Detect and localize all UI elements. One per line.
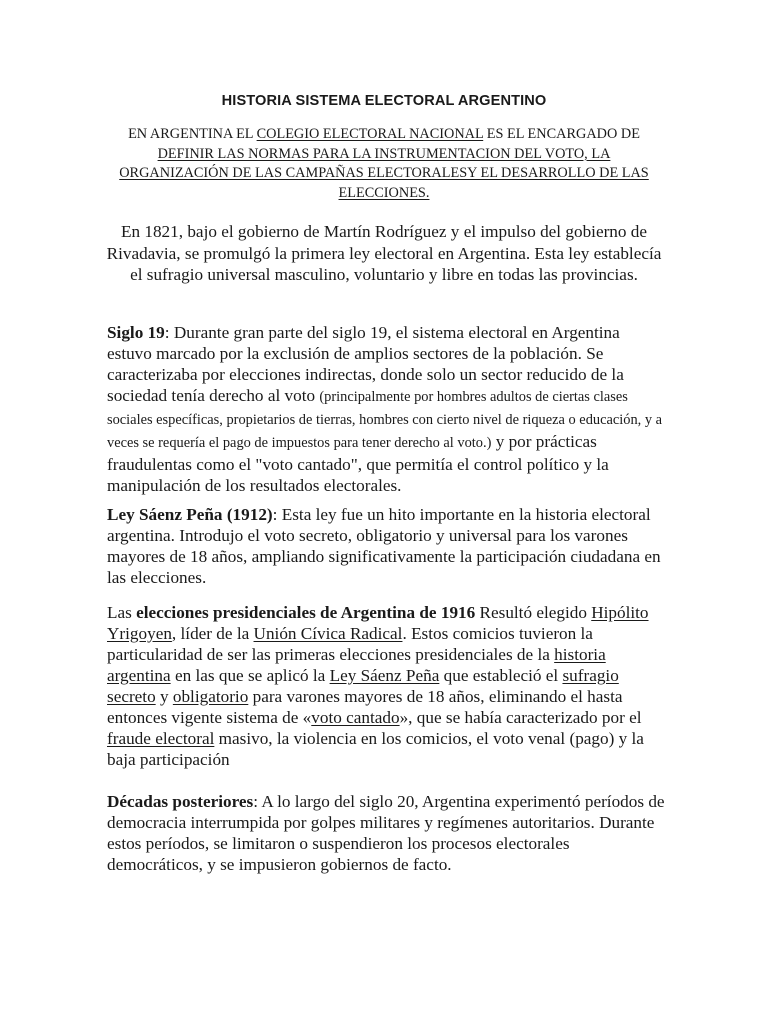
paragraph-1821: En 1821, bajo el gobierno de Martín Rodríguez y el impulso del gobierno de Rivadavia, se promulgó la primera ley electoral en Argentina. Esta ley establecía el sufragio universal masculino, voluntario y libre en todas las provincias. <box>106 222 662 284</box>
text: y <box>155 687 173 706</box>
text: para varones mayores de 18 años, eliminando el hasta entonces vigente sistema de « <box>107 687 623 727</box>
paragraph-siglo-19 <box>107 322 667 496</box>
voto-cantado-link[interactable]: voto cantado <box>311 708 400 727</box>
text: Las <box>107 603 137 622</box>
text: », que se había caracterizado por el <box>399 708 642 727</box>
hipolito-yrigoyen-link[interactable]: Hipólito Yrigoyen <box>107 603 649 643</box>
fraude-electoral-link[interactable]: fraude electoral <box>107 729 215 748</box>
historia-argentina-link[interactable]: historia argentina <box>107 645 606 685</box>
intro-paragraph <box>110 125 658 203</box>
union-civica-radical-link[interactable]: Unión Cívica Radical <box>253 624 403 643</box>
text: en las que se aplicó la <box>170 666 330 685</box>
text: Resultó elegido <box>475 603 592 622</box>
text: , líder de la <box>171 624 254 643</box>
document-title: HISTORIA SISTEMA ELECTORAL ARGENTINO <box>221 93 547 109</box>
decadas-posteriores-text: : A lo largo del siglo 20, Argentina experimentó períodos de democracia interrumpida por golpes militares y regímenes autoritarios. Durante estos períodos, se limitaron o suspendieron los procesos electorales democráticos, y se impusieron gobiernos de facto. <box>107 792 665 874</box>
ley-saenz-pena-link[interactable]: Ley Sáenz Peña <box>329 666 440 685</box>
text: masivo, la violencia en los comicios, el voto venal (pago) y la baja participación <box>107 729 644 769</box>
colegio-electoral-link[interactable]: COLEGIO ELECTORAL NACIONAL <box>256 126 484 142</box>
text: . Estos comicios tuvieron la particularidad de ser las primeras elecciones presidenciales de la <box>107 624 593 664</box>
paragraph-elecciones-1916 <box>107 602 667 770</box>
siglo-19-text: : Durante gran parte del siglo 19, el sistema electoral en Argentina estuvo marcado por la exclusión de amplios sectores de la población. Se caracterizaba por elecciones indirectas, donde solo un sector reducido de la sociedad tenía derecho al voto <box>107 323 624 405</box>
paragraph-decadas-posteriores <box>107 791 667 875</box>
intro-text: ES EL ENCARGADO DE <box>483 126 640 142</box>
decadas-posteriores-label: Décadas posteriores <box>107 792 254 811</box>
elecciones-1916-bold: elecciones presidenciales de Argentina de 1916 <box>136 603 476 622</box>
ley-saenz-pena-label: Ley Sáenz Peña (1912) <box>107 505 273 524</box>
intro-underlined-text: DEFINIR LAS NORMAS PARA LA INSTRUMENTACION DEL VOTO, LA ORGANIZACIÓN DE LAS CAMPAÑAS ELECTORALESY EL DESARROLLO DE LAS ELECCIONES. <box>119 145 649 201</box>
siglo-19-text-end: y por prácticas fraudulentas como el "voto cantado", que permitía el control político y la manipulación de los resultados electorales. <box>107 432 609 495</box>
paragraph-ley-saenz-pena <box>107 504 667 588</box>
obligatorio-link[interactable]: obligatorio <box>172 687 249 706</box>
intro-text: EN ARGENTINA EL <box>128 126 257 142</box>
siglo-19-label: Siglo 19 <box>107 323 165 342</box>
siglo-19-note: (principalmente por hombres adultos de ciertas clases sociales específicas, propietarios de tierras, hombres con cierto nivel de riqueza o educación, y a veces se requería el pago de impuestos para tener derecho al voto.) <box>107 389 663 451</box>
ley-saenz-pena-text: : Esta ley fue un hito importante en la historia electoral argentina. Introdujo el voto secreto, obligatorio y universal para los varones mayores de 18 años, ampliando significativamente la participación ciudadana en las elecciones. <box>107 505 661 587</box>
text: que estableció el <box>439 666 563 685</box>
sufragio-secreto-link[interactable]: sufragio secreto <box>107 666 619 706</box>
